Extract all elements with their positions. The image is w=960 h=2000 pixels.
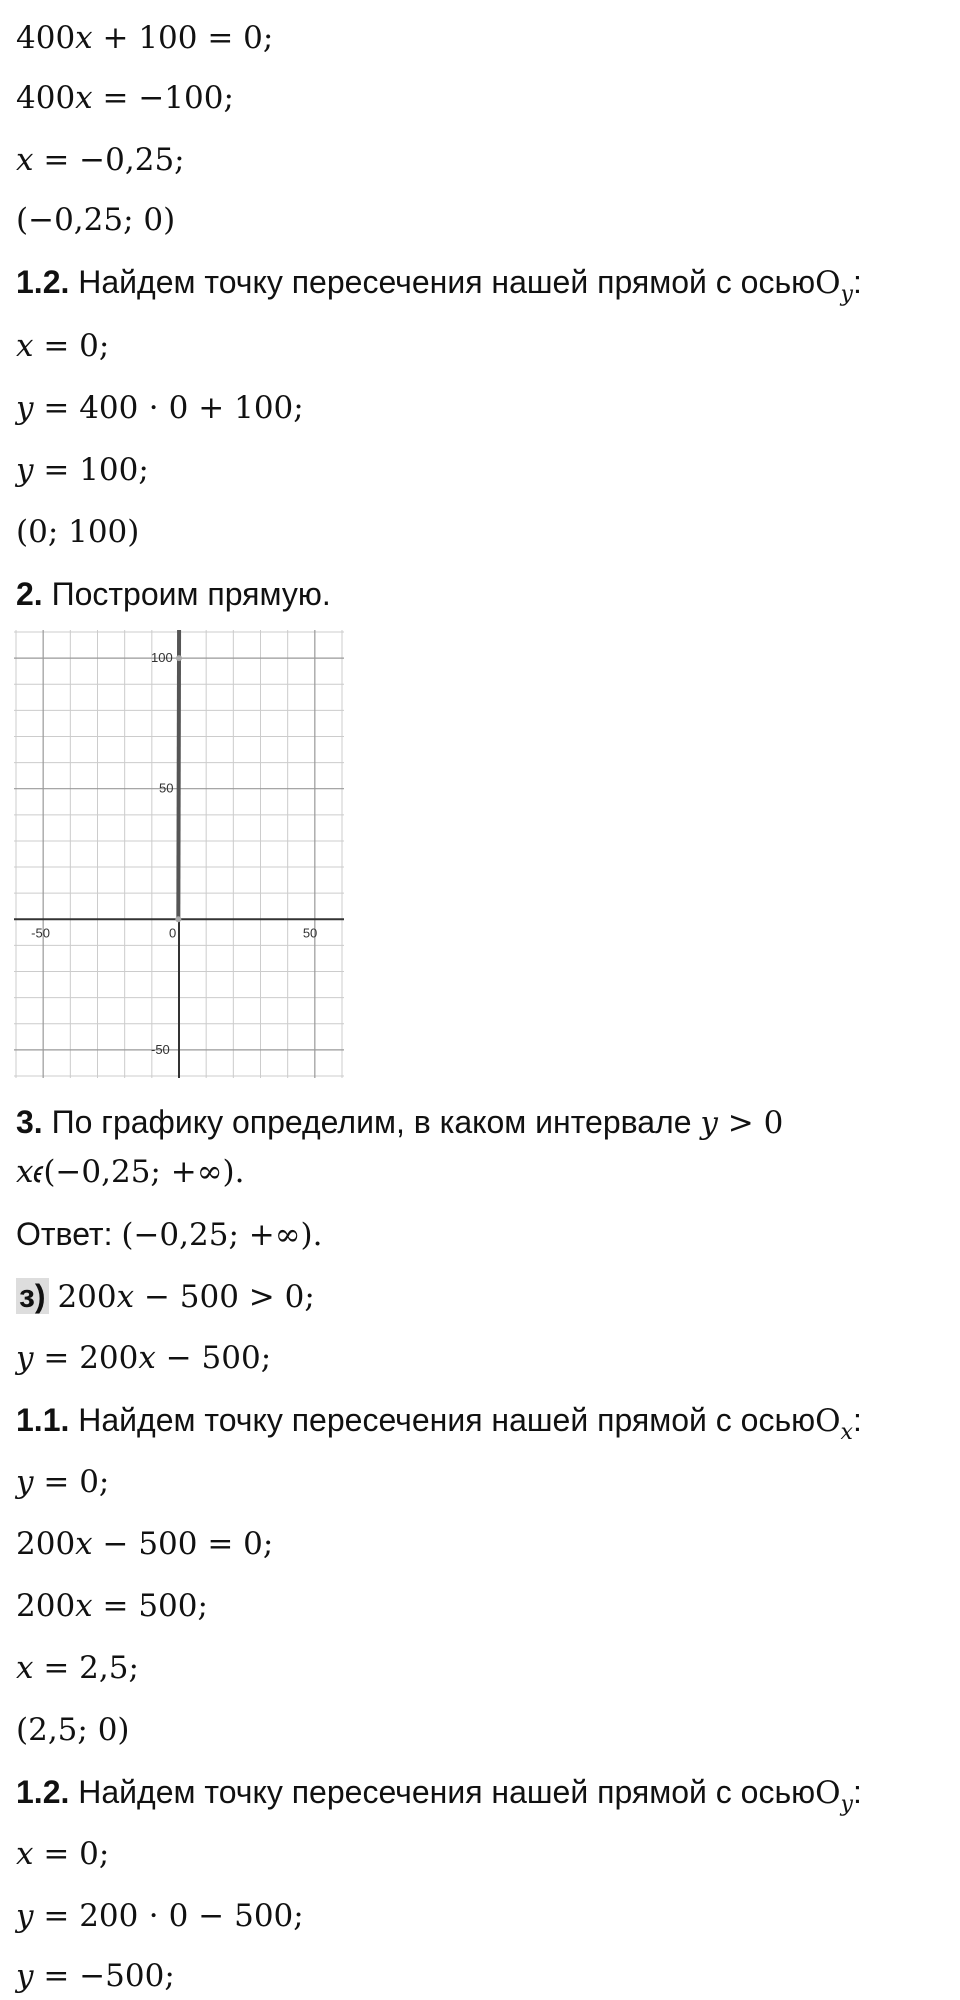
- part-heading: [16, 1276, 315, 1317]
- y-tick-label: 50: [159, 780, 174, 796]
- inequality: 200𝑥 − 500 > 0;: [57, 1279, 315, 1315]
- axis-subscript: 𝑦: [840, 282, 853, 307]
- step-text: Найдем точку пересечения нашей прямой с осью: [78, 264, 816, 300]
- step-heading: [16, 1772, 862, 1817]
- axis-name: O: [815, 1775, 841, 1811]
- colon: :: [852, 1402, 862, 1438]
- series-line: [178, 630, 179, 919]
- equation-line: 𝑦 = 200 ⋅ 0 − 500;: [16, 1898, 304, 1934]
- axis-name: O: [815, 265, 841, 301]
- step-number: 1.2.: [16, 264, 70, 300]
- step-text: Найдем точку пересечения нашей прямой с осью: [78, 1774, 816, 1810]
- y-tick-label: -50: [151, 1041, 170, 1057]
- equation-line: 𝑥 = −0,25;: [16, 142, 185, 178]
- point-marker: [176, 655, 182, 661]
- equation-line: 𝑦 = 0;: [16, 1464, 110, 1500]
- colon: :: [852, 1774, 862, 1810]
- step-text: По графику определим, в каком интервале: [51, 1104, 692, 1140]
- equation-line: 𝑥 = 2,5;: [16, 1650, 139, 1686]
- x-tick-label: -50: [31, 925, 50, 941]
- answer-label: Ответ:: [16, 1216, 113, 1252]
- point-coordinates: (0; 100): [16, 514, 140, 550]
- equation-line: 200𝑥 − 500 = 0;: [16, 1526, 274, 1562]
- step-number: 1.1.: [16, 1402, 70, 1438]
- step-text: Построим прямую.: [51, 576, 331, 612]
- colon: :: [852, 264, 862, 300]
- axis-subscript: 𝑥: [840, 1420, 853, 1445]
- part-marker: з): [16, 1278, 49, 1314]
- interval-line: 𝑥𝜖(−0,25; +∞).: [16, 1154, 245, 1190]
- step-heading: [16, 262, 862, 307]
- equation-line: 𝑥 = 0;: [16, 328, 110, 364]
- axis-name: O: [815, 1403, 841, 1439]
- function-graph: [14, 630, 344, 1078]
- step-heading: [16, 1102, 783, 1143]
- axis-subscript: 𝑦: [840, 1792, 853, 1817]
- step-heading: [16, 574, 331, 614]
- equation-line: 200𝑥 = 500;: [16, 1588, 208, 1624]
- x-tick-label: 50: [302, 925, 318, 941]
- point-coordinates: (2,5; 0): [16, 1712, 130, 1748]
- equation-line: 𝑥 = 0;: [16, 1836, 110, 1872]
- equation-line: 𝑦 = 100;: [16, 452, 149, 488]
- step-number: 3.: [16, 1104, 43, 1140]
- point-marker: [175, 916, 181, 922]
- tick-labels: [31, 650, 317, 1057]
- equation-line: 400𝑥 + 100 = 0;: [16, 20, 274, 56]
- plot-series: [175, 630, 182, 922]
- point-coordinates: (−0,25; 0): [16, 202, 176, 238]
- y-tick-label: 100: [151, 650, 173, 666]
- equation-line: 𝑦 = 200𝑥 − 500;: [16, 1340, 272, 1376]
- equation-line: 𝑦 = −500;: [16, 1958, 175, 1994]
- condition: 𝑦 > 0: [700, 1105, 784, 1141]
- equation-line: 400𝑥 = −100;: [16, 80, 234, 116]
- step-heading: [16, 1400, 862, 1445]
- step-number: 2.: [16, 576, 43, 612]
- step-text: Найдем точку пересечения нашей прямой с осью: [78, 1402, 816, 1438]
- answer-value: (−0,25; +∞).: [121, 1217, 323, 1253]
- equation-line: 𝑦 = 400 ⋅ 0 + 100;: [16, 390, 304, 426]
- step-number: 1.2.: [16, 1774, 70, 1810]
- answer-line: [16, 1214, 323, 1255]
- x-tick-label: 0: [169, 925, 177, 941]
